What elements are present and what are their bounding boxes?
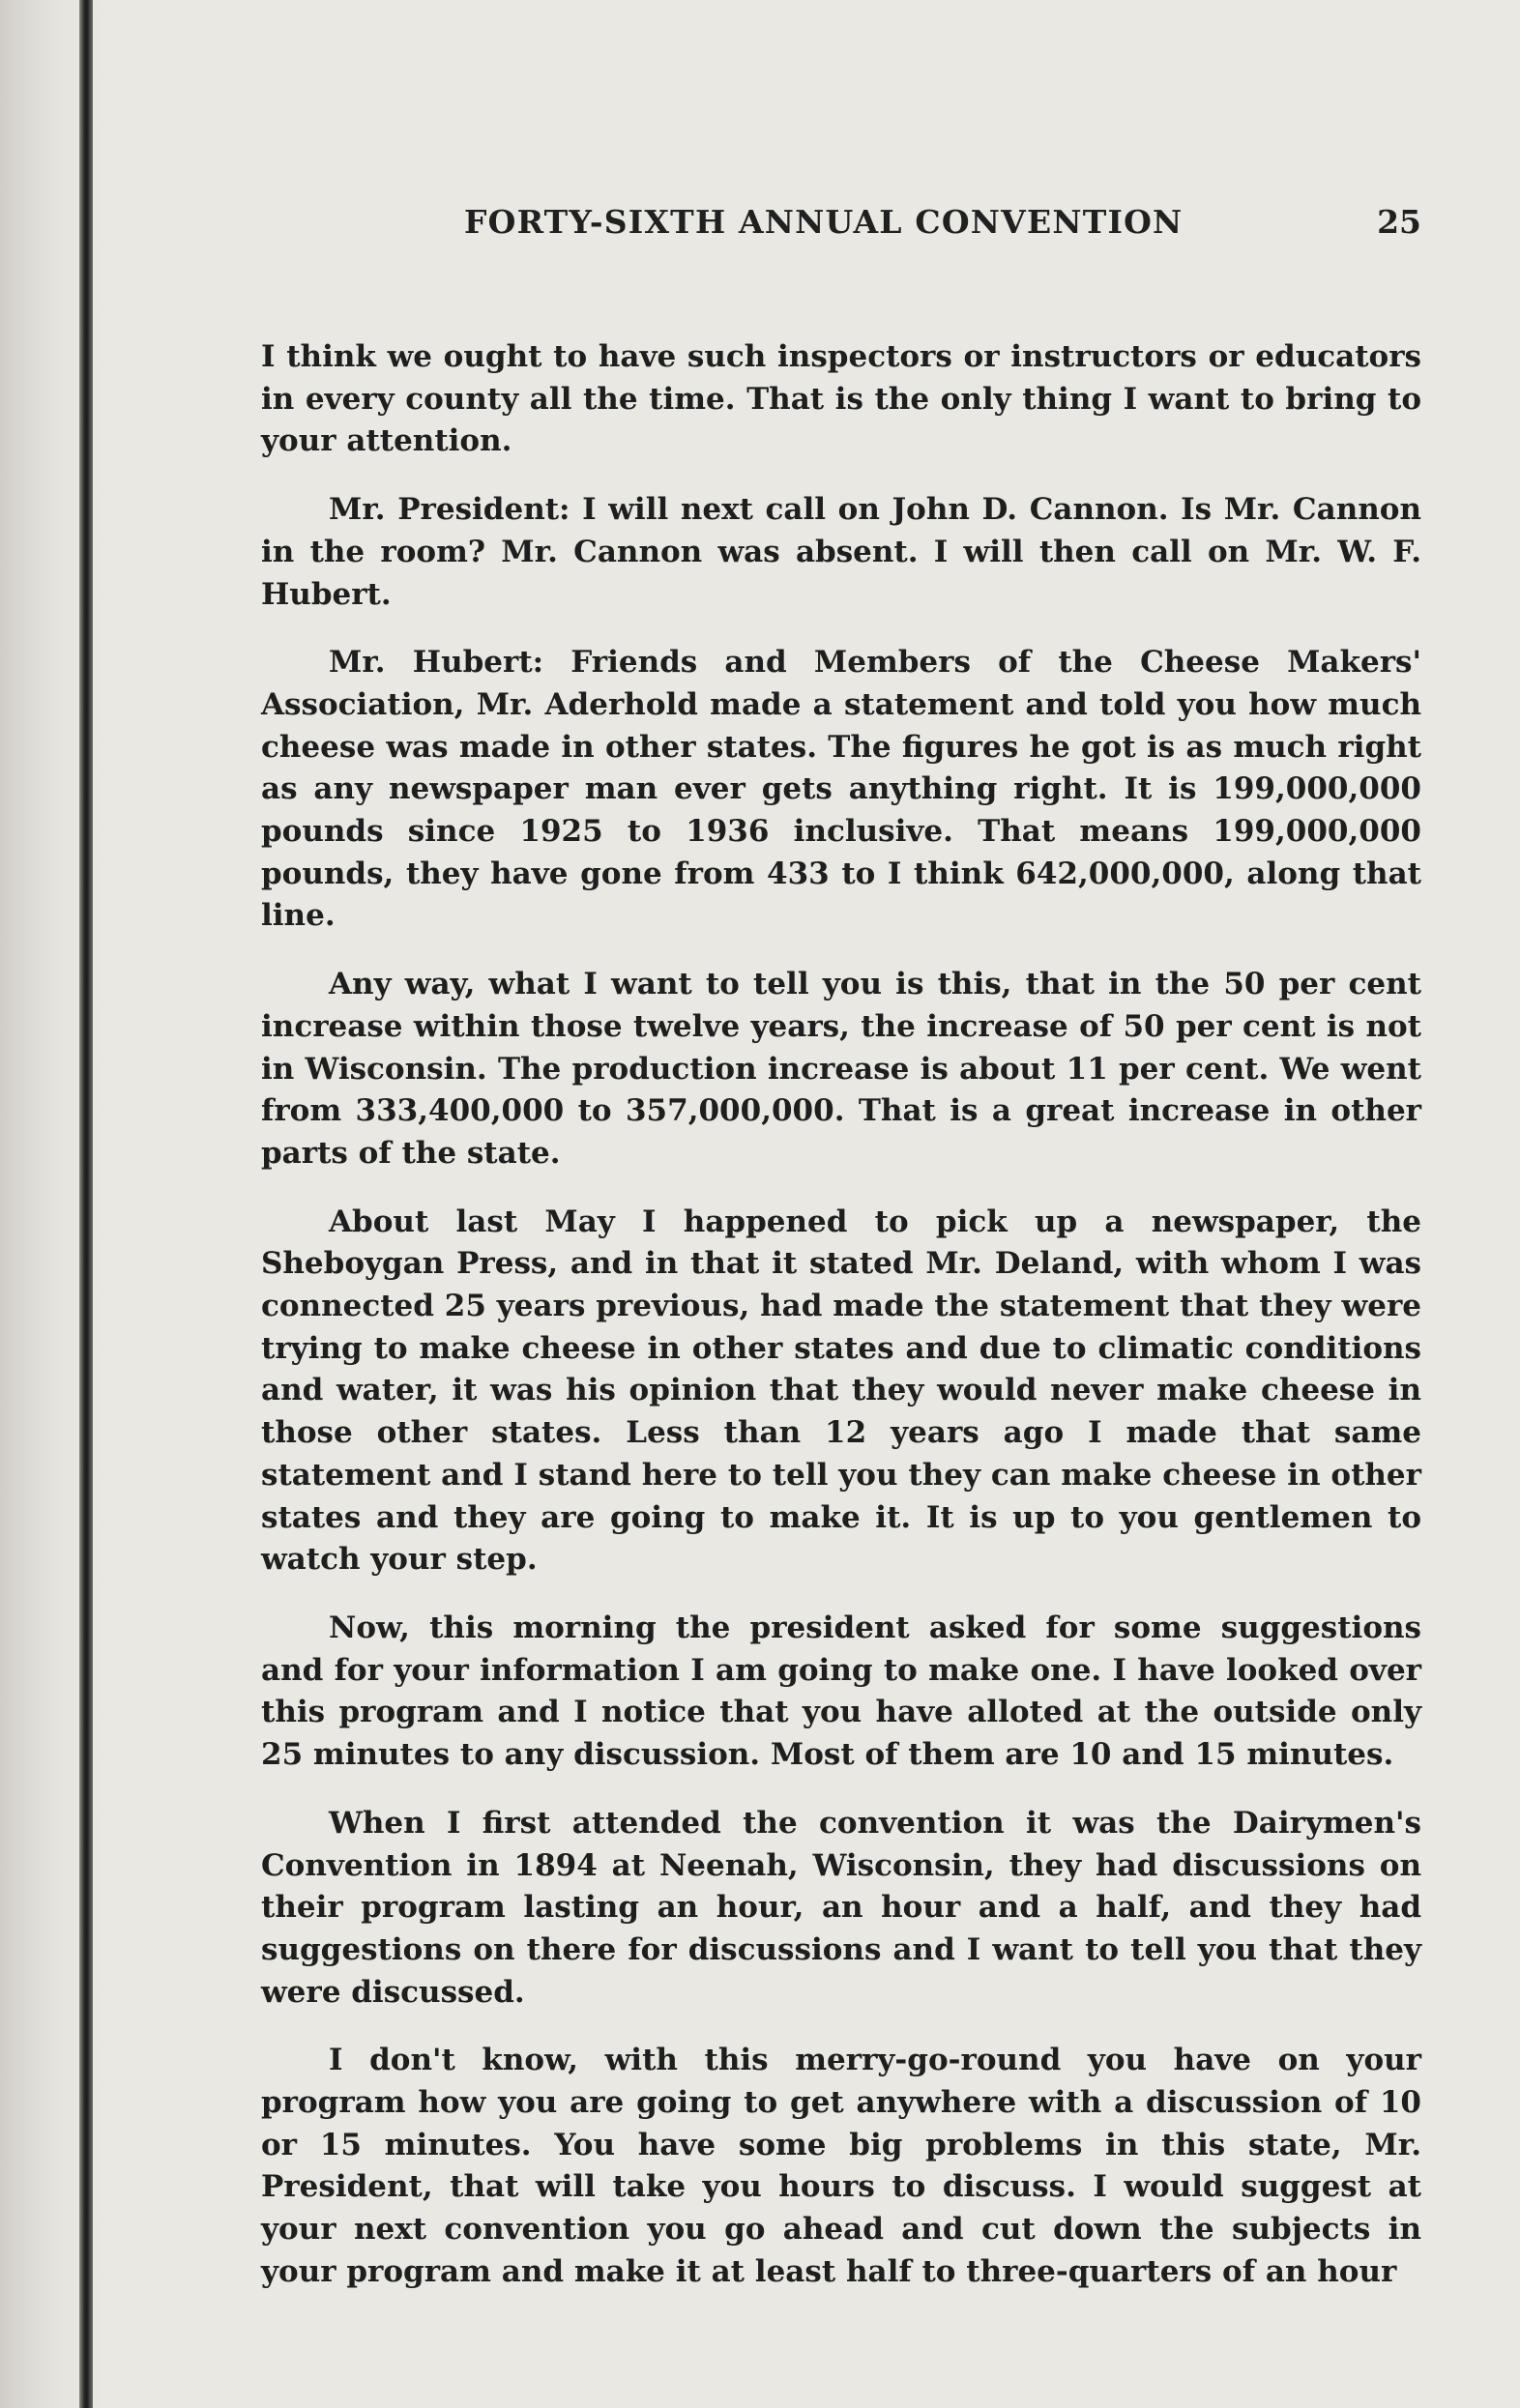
book-page	[261, 203, 1421, 2320]
paragraph: Any way, what I want to tell you is this, that in the 50 per cent increase within those twelve years, the increase of 50 per cent is not in Wisconsin. The production increase is about 11 per cent. We went from 333,400,000 to 357,000,000. That is a great increase in other parts of the state.	[261, 967, 1421, 1171]
binding-edge	[79, 0, 93, 2408]
running-title: FORTY-SIXTH ANNUAL CONVENTION	[464, 203, 1184, 241]
body-text	[261, 336, 1421, 2294]
paragraph: Now, this morning the president asked for some suggestions and for your information I am going to make one. I have looked over this program and I notice that you have alloted at the outside only 25 minutes to any discussion. Most of them are 10 and 15 minutes.	[261, 1610, 1421, 1773]
paragraph: About last May I happened to pick up a newspaper, the Sheboygan Press, and in that it stated Mr. Deland, with whom I was connected 25 years previous, had made the statement that they were trying to make cheese in other states and due to climatic conditions and water, it was his opinion that they would never make cheese in those other states. Less than 12 years ago I made that same statement and I stand here to tell you they can make cheese in other states and they are going to make it. It is up to you gentlemen to watch your step.	[261, 1204, 1421, 1578]
paragraph: I think we ought to have such inspectors or instructors or educators in every county all the time. That is the only thing I want to bring to your attention.	[261, 339, 1421, 459]
paragraph: Mr. President: I will next call on John D. Cannon. Is Mr. Cannon in the room? Mr. Cannon was absent. I will then call on Mr. W. F. Hubert.	[261, 492, 1421, 612]
paragraph: I don't know, with this merry-go-round you have on your program how you are going to get anywhere with a discussion of 10 or 15 minutes. You have some big problems in this state, Mr. President, that will take you hours to discuss. I would suggest at your next convention you go ahead and cut down the subjects in your program and make it at least half to three-quarters of an hour	[261, 2043, 1421, 2289]
paragraph: Mr. Hubert: Friends and Members of the Cheese Makers' Association, Mr. Aderhold made a statement and told you how much cheese was made in other states. The figures he got is as much right as any newspaper man ever gets anything right. It is 199,000,000 pounds since 1925 to 1936 inclusive. That means 199,000,000 pounds, they have gone from 433 to I think 642,000,000, along that line.	[261, 645, 1421, 934]
paragraph: When I first attended the convention it was the Dairymen's Convention in 1894 at Neenah, Wisconsin, they had discussions on their program lasting an hour, an hour and a half, and they had suggestions on there for discussions and I want to tell you that they were discussed.	[261, 1805, 1421, 2010]
page-number: 25	[1377, 203, 1421, 241]
running-header	[261, 203, 1421, 261]
